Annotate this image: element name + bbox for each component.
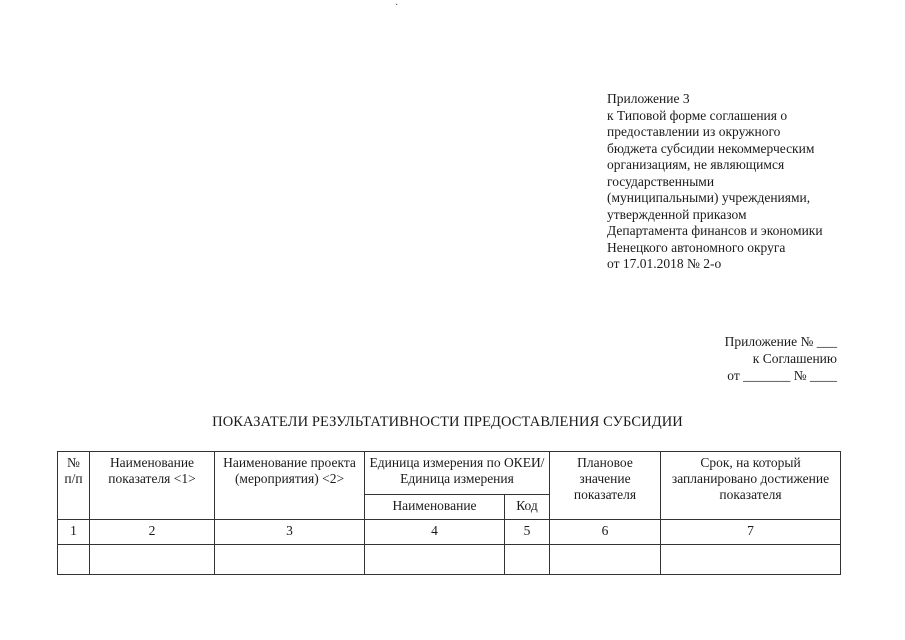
- table-header-row: [58, 452, 841, 495]
- header-unit-code: Код: [505, 495, 550, 520]
- header-planned-value: Плановое значение показателя: [550, 452, 661, 520]
- appendix-line: к Типовой форме соглашения о: [607, 107, 788, 123]
- appendix-line: Приложение 3: [607, 91, 690, 106]
- column-number: 2: [90, 520, 215, 545]
- appendix-line: Департамента финансов и экономики: [607, 223, 823, 238]
- appendix-line: от 17.01.2018 № 2-о: [607, 256, 722, 271]
- appendix-line: бюджета субсидии некоммерческим: [607, 140, 815, 156]
- table-cell: [365, 545, 505, 575]
- header-indicator-name: Наименование показателя <1>: [90, 452, 215, 520]
- header-unit-name: Наименование: [365, 495, 505, 520]
- agreement-reference: [725, 333, 837, 384]
- table-cell: [505, 545, 550, 575]
- table-cell: [550, 545, 661, 575]
- agreement-appendix-number: Приложение № ___: [724, 334, 837, 349]
- header-unit: Единица измерения по ОКЕИ/Единица измерения: [365, 452, 550, 495]
- agreement-date-number: от _______ № ____: [727, 368, 837, 383]
- column-number: 5: [505, 520, 550, 545]
- agreement-label: к Соглашению: [752, 351, 837, 366]
- column-number: 4: [365, 520, 505, 545]
- table-cell: [58, 545, 90, 575]
- appendix-reference: [607, 91, 867, 273]
- indicators-table: [57, 451, 841, 575]
- table-cell: [215, 545, 365, 575]
- appendix-line: государственными: [607, 173, 715, 189]
- page-mark: ·: [395, 0, 399, 11]
- column-number-row: [58, 520, 841, 545]
- appendix-line: (муниципальными) учреждениями,: [607, 190, 811, 205]
- column-number: 1: [58, 520, 90, 545]
- table-cell: [661, 545, 841, 575]
- appendix-line: утвержденной приказом: [607, 206, 747, 222]
- table-cell: [90, 545, 215, 575]
- header-num: № п/п: [58, 452, 90, 520]
- table-row: [58, 545, 841, 575]
- column-number: 6: [550, 520, 661, 545]
- appendix-line: организациям, не являющимся: [607, 157, 785, 172]
- appendix-line: Ненецкого автономного округа: [607, 239, 786, 255]
- column-number: 7: [661, 520, 841, 545]
- document-title: ПОКАЗАТЕЛИ РЕЗУЛЬТАТИВНОСТИ ПРЕДОСТАВЛЕНИЯ СУБСИДИИ: [212, 414, 683, 430]
- header-project-name: Наименование проекта (мероприятия) <2>: [215, 452, 365, 520]
- appendix-line: предоставлении из окружного: [607, 124, 781, 139]
- header-deadline: Срок, на который запланировано достижение показателя: [661, 452, 841, 520]
- column-number: 3: [215, 520, 365, 545]
